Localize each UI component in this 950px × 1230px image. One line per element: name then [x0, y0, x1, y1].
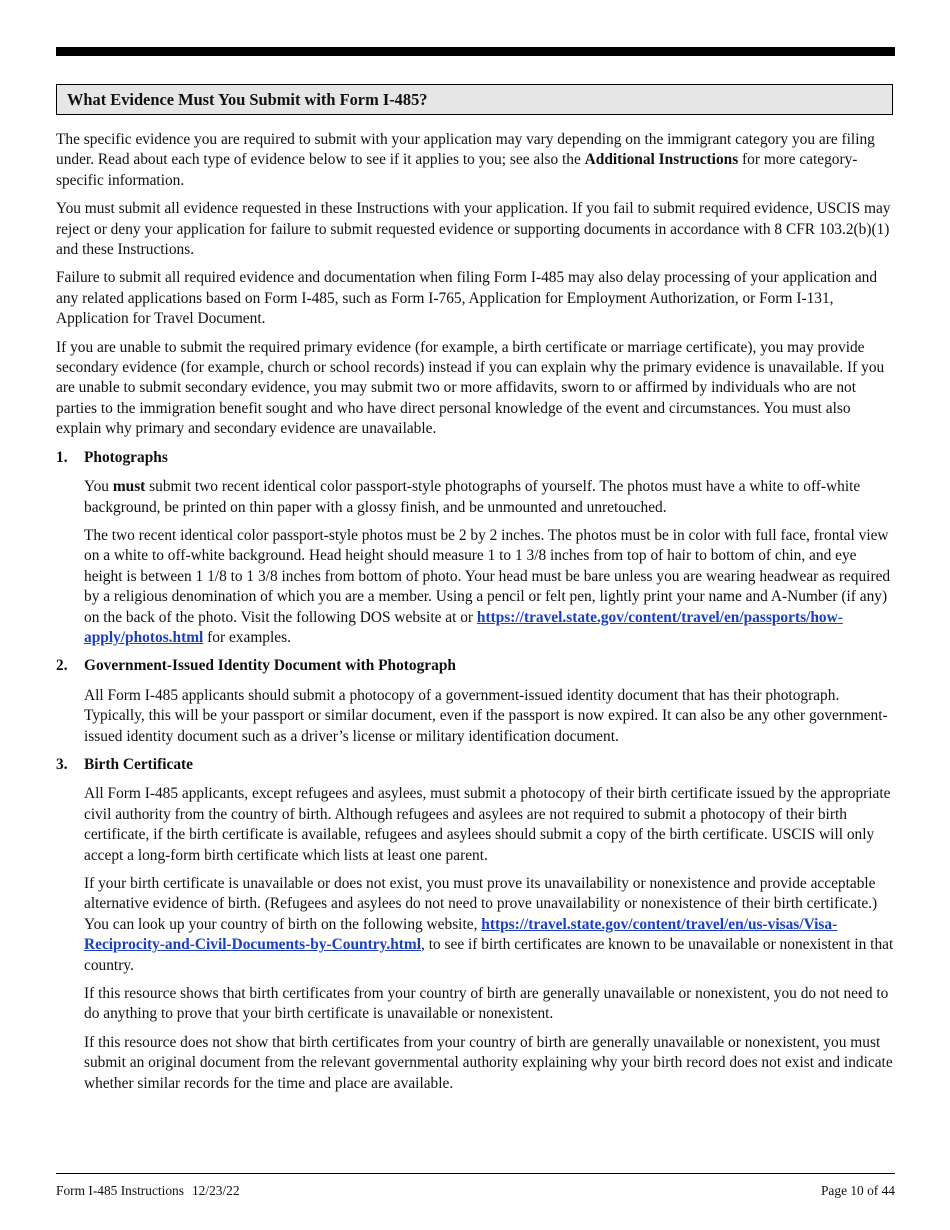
item-heading-identity-document: 2. Government-Issued Identity Document with Photograph	[56, 657, 456, 675]
photographs-paragraph-2: The two recent identical color passport-style photos must be 2 by 2 inches. The photos must be in color with full face, frontal view on a white to off-white background. Head height should measure 1 to 1 3/8 inches from top of hair to bottom of chin, and eye height is between 1 1/8 to 1 3/8 inches from bottom of photo. Your head must be bare unless you are wearing headwear as required by a religious denomination of which you are a member. Using a pencil or felt pen, lightly print your name and A-Number (if any) on the back of the photo. Visit the following DOS website at or https://travel.state.gov/content/travel/en/passports/how-apply/photos.html for examples.	[84, 526, 891, 646]
item-body-photographs	[56, 477, 896, 648]
footer-form-name: Form I-485 Instructions	[56, 1183, 184, 1198]
item-body-identity-document	[56, 686, 896, 747]
birth-certificate-paragraph-2: If your birth certificate is unavailable or does not exist, you must prove its unavailability or nonexistence and provide acceptable alternative evidence of birth. (Refugees and asylees do not need to prove unavailability or nonexistence of their birth certificate.) You can look up your country of birth on the following website, https://travel.state.gov/content/travel/en/us-visas/Visa-Reciprocity-and-Civil-Documents-by-Country.html, to see if birth certificates are known to be unavailable or nonexistent in that country.	[84, 875, 894, 974]
birth-certificate-paragraph-3: If this resource shows that birth certificates from your country of birth are generally unavailable or nonexistent, you do not need to do anything to prove that your birth certificate is unavailable or nonexistent.	[84, 985, 889, 1023]
section-header	[56, 84, 893, 115]
dos-photos-link[interactable]: https://travel.state.gov/content/travel/en/passports/how-apply/photos.html	[84, 608, 843, 646]
additional-instructions-bold: Additional Instructions	[584, 151, 739, 169]
intro-paragraph-3: Failure to submit all required evidence and documentation when filing Form I-485 may also delay processing of your application and any related applications based on Form I-485, such as Form I-765, Application for Employment Authorization, or Form I-131, Application for Travel Document.	[56, 269, 878, 328]
main-content	[56, 130, 896, 1102]
identity-document-paragraph: All Form I-485 applicants should submit a photocopy of a government-issued identity document that has their photograph. Typically, this will be your passport or similar document, even if the passport is now expired. It can also be any other government-issued identity document such as a driver’s license or military identification document.	[84, 686, 888, 745]
intro-paragraph-4: If you are unable to submit the required primary evidence (for example, a birth certificate or marriage certificate), you may provide secondary evidence (for example, church or school records) instead if you can explain why the primary evidence is unavailable. If you are unable to submit secondary evidence, you may submit two or more affidavits, sworn to or affirmed by individuals who are not parties to the immigration benefit sought and who have direct personal knowledge of the event and circumstances. You must also explain why primary and secondary evidence are unavailable.	[56, 338, 885, 438]
visa-reciprocity-link[interactable]: https://travel.state.gov/content/travel/en/us-visas/Visa-Reciprocity-and-Civil-Documents-by-Country.html	[84, 915, 838, 954]
footer-page-number: Page 10 of 44	[820, 1183, 895, 1198]
footer-edition-date: 12/23/22	[191, 1183, 240, 1198]
top-rule	[56, 47, 895, 56]
birth-certificate-paragraph-4: If this resource does not show that birth certificates from your country of birth are generally unavailable or nonexistent, you must submit an original document from the relevant governmental authority explaining why your birth record does not exist and indicate whether similar records for the time and place are available.	[84, 1033, 893, 1092]
item-body-birth-certificate	[56, 784, 896, 1094]
item-heading-birth-certificate: 3. Birth Certificate	[56, 755, 193, 773]
intro-paragraph-1: The specific evidence you are required to submit with your application may vary depending on the immigrant category you are filing under. Read about each type of evidence below to see if it applies to you; see also the Additional Instructions for more category-specific information.	[56, 131, 875, 189]
footer-rule	[56, 1173, 895, 1174]
item-heading-photographs: 1. Photographs	[56, 448, 168, 466]
photographs-paragraph-1: You must submit two recent identical color passport-style photographs of yourself. The photos must have a white to off-white background, be printed on thin paper with a glossy finish, and be unmounted and unretouched.	[84, 478, 861, 516]
intro-paragraph-2: You must submit all evidence requested in these Instructions with your application. If you fail to submit required evidence, USCIS may reject or deny your application for failure to submit requested evidence or supporting documents in accordance with 8 CFR 103.2(b)(1) and these Instructions.	[56, 200, 891, 259]
section-title: What Evidence Must You Submit with Form I-485?	[67, 90, 428, 109]
footer-form-info	[56, 1183, 240, 1199]
birth-certificate-paragraph-1: All Form I-485 applicants, except refugees and asylees, must submit a photocopy of their birth certificate issued by the appropriate civil authority from the country of birth. Although refugees and asylees are not required to submit a photocopy of their birth certificate, if the birth certificate is available, refugees and asylees should submit a copy of the birth certificate. USCIS will only accept a long-form birth certificate which lists at least one parent.	[84, 785, 891, 864]
